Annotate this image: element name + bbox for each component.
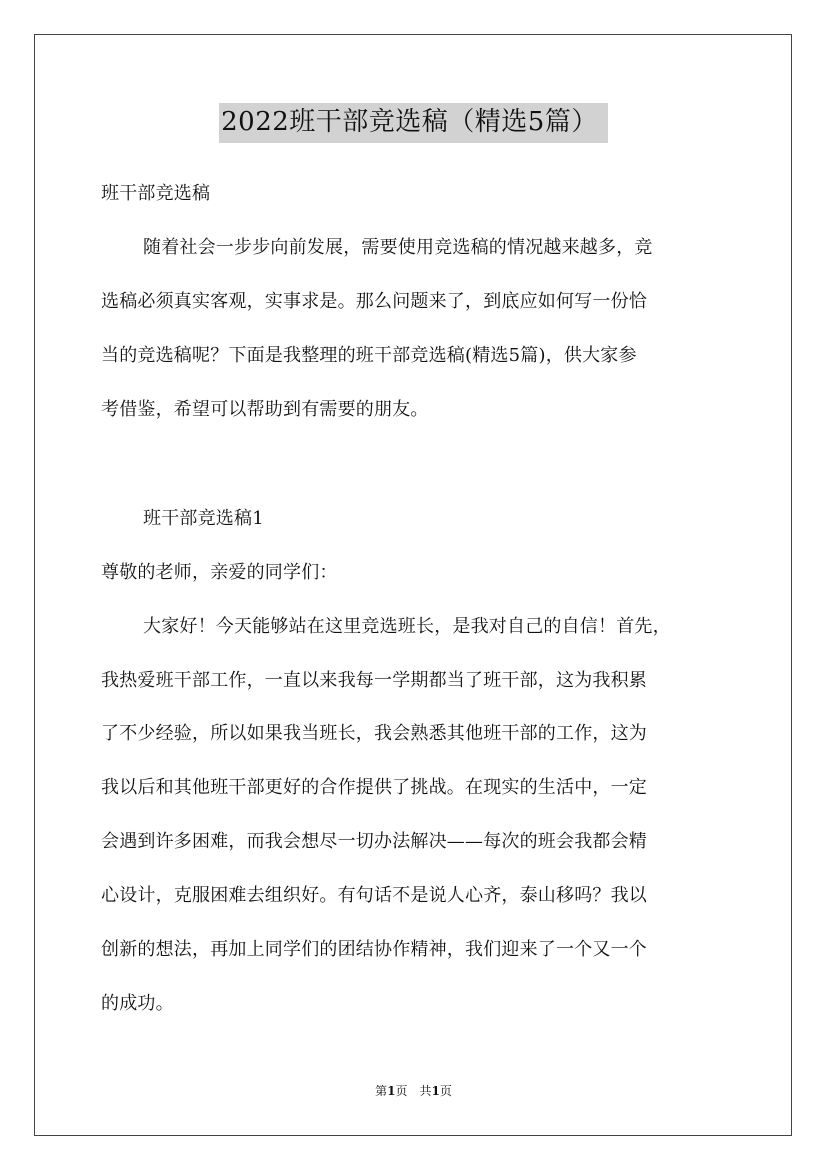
document-title: 2022班干部竞选稿（精选5篇） [219, 103, 608, 143]
intro-line-3: 当的竞选稿呢？下面是我整理的班干部竞选稿(精选5篇)，供大家参 [101, 345, 637, 366]
body-line-1: 大家好！今天能够站在这里竞选班长，是我对自己的自信！首先， [143, 616, 671, 637]
page-prefix: 第 [375, 1084, 388, 1098]
body-line-7: 创新的想法，再加上同学们的团结协作精神，我们迎来了一个又一个 [101, 939, 647, 960]
body-line-3: 了不少经验，所以如果我当班长，我会熟悉其他班干部的工作，这为 [101, 723, 647, 744]
salutation: 尊敬的老师，亲爱的同学们： [101, 562, 338, 583]
document-heading: 班干部竞选稿 [101, 183, 211, 204]
title-container [0, 103, 827, 143]
intro-line-1: 随着社会一步步向前发展，需要使用竞选稿的情况越来越多，竞 [143, 237, 653, 258]
page-total: 1 [431, 1084, 440, 1098]
page-mid: 页 共 [395, 1084, 432, 1098]
intro-line-2: 选稿必须真实客观，实事求是。那么问题来了，到底应如何写一份恰 [101, 291, 647, 312]
page-footer [0, 1083, 827, 1099]
body-line-2: 我热爱班干部工作，一直以来我每一学期都当了班干部，这为我积累 [101, 670, 647, 691]
body-line-6: 心设计，克服困难去组织好。有句话不是说人心齐，泰山移吗？我以 [101, 885, 647, 906]
page-number: 1 [387, 1084, 396, 1098]
intro-line-4: 考借鉴，希望可以帮助到有需要的朋友。 [101, 399, 429, 420]
body-line-4: 我以后和其他班干部更好的合作提供了挑战。在现实的生活中，一定 [101, 777, 647, 798]
section-title: 班干部竞选稿1 [143, 508, 264, 529]
page-suffix: 页 [439, 1084, 452, 1098]
body-line-5: 会遇到许多困难，而我会想尽一切办法解决——每次的班会我都会精 [101, 831, 647, 852]
body-line-8: 的成功。 [101, 993, 174, 1014]
